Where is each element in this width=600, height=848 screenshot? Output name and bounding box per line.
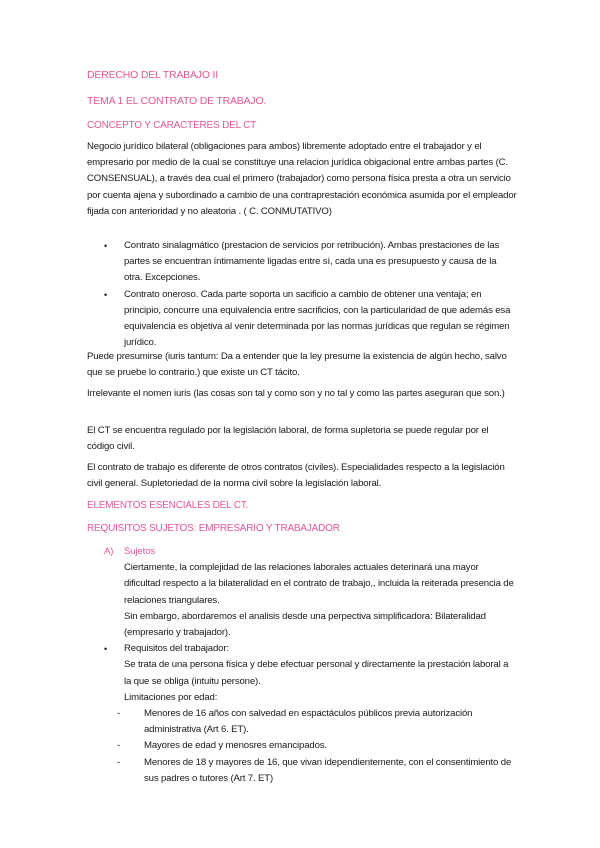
bullet-marker: • bbox=[104, 241, 108, 251]
requisitos-heading: Requisitos del trabajador: bbox=[124, 643, 229, 655]
characteristics-list bbox=[87, 238, 517, 351]
list-item bbox=[87, 755, 517, 787]
limit-text: Menores de 16 años con salvedad en espactáculos públicos previa autorización administrativa (Art 6. ET). bbox=[144, 708, 473, 736]
limit-text: Menores de 18 y mayores de 16, que vivan idependientemente, con el consentimiento de sus padres o tutores (Art 7. ET) bbox=[144, 756, 512, 784]
list-item-text: Contrato sinalagmático (prestacion de servicios por retribución). Ambas prestaciones de las partes se encuentran íntimamente ligadas entre sí, cada una es presupuesto y causa de la otra. Excepciones. bbox=[124, 240, 500, 284]
tema-heading: TEMA 1 EL CONTRATO DE TRABAJO. bbox=[87, 95, 267, 107]
list-item bbox=[87, 738, 517, 754]
section-heading-elementos: ELEMENTOS ESENCIALES DEL CT. bbox=[87, 500, 249, 511]
bullet-marker: • bbox=[104, 644, 108, 655]
section-heading-requisitos: REQUISITOS SUJETOS: EMPRESARIO Y TRABAJADOR bbox=[87, 523, 340, 534]
presuncion-text: Puede presumirse (iuris tantum: Da a entender que la ley presume la existencia de algún hecho, salvo que se pruebe lo contrario.) que existe un CT tácito. bbox=[87, 351, 507, 379]
paragraph-definition bbox=[87, 139, 517, 220]
list-item bbox=[87, 706, 517, 738]
limitaciones-heading: Limitaciones por edad: bbox=[124, 691, 218, 703]
nomen-iuris-text: Irrelevante el nomen iuris (las cosas son tal y como son y no tal y como las partes aseguran que son.) bbox=[87, 388, 505, 399]
item-letter-a: A) bbox=[104, 546, 114, 557]
bullet-marker: • bbox=[104, 289, 108, 300]
diferencias-text: El contrato de trabajo es diferente de otros contratos (civiles). Especialidades respecto a la legislación civil general. Supletoriedad de la norma civil sobre la legislación laboral. bbox=[87, 462, 505, 490]
dash-marker: - bbox=[117, 708, 121, 720]
definition-text: Negocio jurídico bilateral (obligaciones para ambos) libremente adoptado entre el trabajador y el empresario por medio de la cual se constituye una relacion jurídica obigacional entre ambas partes (C. CONSENSUAL), a través dea cual el primero (trabajador) como persona física presta a otra un servicio por cuenta ajena y subordinado a cambio de una contraprestación económica asumida por el empleador fijada con anterioridad y no aleatoria . ( C. CONMUTATIVO) bbox=[87, 141, 517, 217]
requisitos-item bbox=[87, 641, 517, 706]
sujetos-block bbox=[87, 544, 517, 787]
list-item bbox=[87, 287, 517, 352]
list-item-text: Contrato oneroso. Cada parte soporta un sacificio a cambio de obtener una ventaja; en principio, concurre una equivalencia entre sacrificios, con la particularidad de que además esa equivalencia es objetiva al venir determinada por las normas jurídicas que regulan se régimen jurídico. bbox=[124, 288, 511, 349]
dash-marker: - bbox=[117, 756, 121, 768]
sujetos-heading: Sujetos bbox=[124, 546, 155, 557]
sujetos-item bbox=[87, 544, 517, 641]
paragraph-nomen-iuris bbox=[87, 386, 517, 402]
section-heading-concepto: CONCEPTO Y CARACTERES DEL CT bbox=[87, 120, 257, 131]
limit-text: Mayores de edad y menosres emancipados. bbox=[144, 740, 327, 752]
paragraph-presuncion bbox=[87, 349, 517, 381]
document-title: DERECHO DEL TRABAJO II bbox=[87, 69, 218, 81]
paragraph-regulacion bbox=[87, 423, 517, 455]
sujetos-text-1: Ciertamente, la complejidad de las relaciones laborales actuales deterinará una mayor dificultad respecto a la bilateralidad en el contrato de trabajo,, incluida la reiterada presencia de relaciones triangulares. bbox=[124, 562, 514, 606]
regulacion-text: El CT se encuentra regulado por la legislación laboral, de forma supletoria se puede regular por el código civil. bbox=[87, 425, 489, 453]
paragraph-diferencias bbox=[87, 460, 517, 492]
sujetos-text-2: Sin embargo, abordaremos el analisis desde una perpectiva simplificadora: Bilateralidad (empresario y trabajador). bbox=[124, 610, 486, 639]
requisitos-text: Se trata de una persona física y debe efectuar personal y directamente la prestación laboral a la que se obliga (intuitu persone). bbox=[124, 659, 509, 687]
list-item bbox=[87, 238, 517, 287]
dash-marker: - bbox=[117, 740, 121, 752]
